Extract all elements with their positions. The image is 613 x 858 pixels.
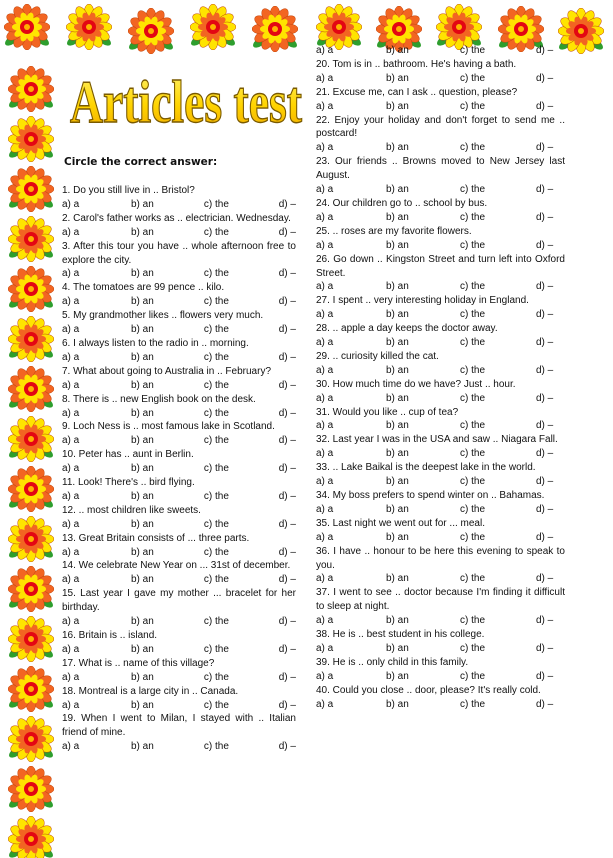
page-title: Articles test [70, 69, 303, 135]
answer-option-a[interactable]: a) a [316, 670, 334, 682]
flower-icon [252, 6, 298, 52]
question-item: 5. My grandmother likes .. flowers very much. [62, 310, 264, 322]
question-item: 29. .. curiosity killed the cat. [316, 350, 439, 362]
answer-option-c[interactable]: c) the [460, 309, 486, 321]
answer-option-a[interactable]: a) a [62, 490, 80, 502]
answer-options [316, 72, 565, 86]
answer-option-b[interactable]: b) an [386, 642, 409, 654]
answer-option-b[interactable]: b) an [386, 211, 409, 223]
answer-option-d[interactable]: d) – [536, 239, 554, 251]
answer-option-b[interactable]: b) an [130, 351, 154, 363]
answer-options [316, 503, 565, 517]
question-item: 11. Look! There's .. bird flying. [62, 477, 195, 489]
answer-option-a[interactable]: a) a [62, 616, 80, 628]
question-item: 25. .. roses are my favorite flowers. [316, 225, 472, 237]
answer-options [316, 44, 565, 58]
answer-options [316, 670, 565, 684]
answer-option-d[interactable]: d) – [278, 546, 296, 558]
answer-option-a[interactable]: a) a [62, 518, 80, 530]
answer-option-d[interactable]: d) – [278, 379, 296, 391]
answer-option-d[interactable]: d) – [536, 420, 554, 432]
answer-option-a[interactable]: a) a [316, 100, 334, 112]
answer-option-a[interactable]: a) a [316, 142, 334, 154]
answer-option-d[interactable]: d) – [278, 407, 296, 419]
question-item: 20. Tom is in .. bathroom. He's having a bath. [316, 58, 517, 70]
flower-icon [8, 416, 54, 462]
answer-option-c[interactable]: c) the [203, 296, 229, 308]
answer-option-a[interactable]: a) a [316, 698, 334, 710]
answer-options [62, 323, 296, 337]
answer-options [62, 740, 296, 754]
answer-option-b[interactable]: b) an [130, 226, 154, 238]
question-item: 34. My boss prefers to spend winter on .. Bahamas. [316, 490, 545, 501]
answer-option-c[interactable]: c) the [203, 324, 229, 336]
question-item: 39. He is .. only child in this family. [316, 656, 469, 668]
answer-option-d[interactable]: d) – [278, 699, 296, 711]
answer-option-c[interactable]: c) the [203, 407, 229, 419]
answer-option-c[interactable]: c) the [203, 699, 229, 711]
answer-option-c[interactable]: c) the [203, 226, 229, 238]
question-item: 33. .. Lake Baikal is the deepest lake in the world. [316, 462, 536, 474]
answer-option-b[interactable]: b) an [130, 379, 154, 391]
flower-icon [8, 666, 54, 712]
answer-options [316, 531, 565, 545]
flower-icon [66, 4, 112, 50]
answer-option-b[interactable]: b) an [130, 324, 154, 336]
question-item: 28. .. apple a day keeps the doctor away. [316, 323, 498, 335]
answer-option-c[interactable]: c) the [460, 698, 486, 710]
answer-option-a[interactable]: a) a [316, 211, 334, 223]
answer-option-c[interactable]: c) the [460, 573, 486, 585]
answer-options [62, 615, 296, 629]
answer-option-a[interactable]: a) a [62, 546, 80, 558]
flower-icon [8, 466, 54, 512]
answer-option-b[interactable]: b) an [386, 573, 409, 585]
answer-option-a[interactable]: a) a [316, 503, 334, 515]
answer-option-d[interactable]: d) – [278, 643, 296, 655]
flower-icon [8, 116, 54, 162]
answer-option-a[interactable]: a) a [62, 463, 80, 475]
answer-option-b[interactable]: b) an [130, 268, 154, 280]
answer-option-a[interactable]: a) a [62, 296, 80, 308]
answer-options [62, 434, 296, 448]
flower-icon [8, 766, 54, 812]
answer-option-c[interactable]: c) the [460, 615, 486, 627]
answer-option-b[interactable]: b) an [386, 420, 409, 432]
answer-option-b[interactable]: b) an [130, 463, 154, 475]
answer-option-d[interactable]: d) – [536, 448, 554, 460]
answer-option-d[interactable]: d) – [536, 281, 554, 293]
answer-option-a[interactable]: a) a [62, 268, 80, 280]
flower-icon [8, 716, 54, 762]
answer-option-b[interactable]: b) an [386, 392, 409, 404]
flower-icon [8, 566, 54, 612]
question-item: 18. Montreal is a large city in .. Canada. [62, 685, 239, 697]
answer-option-d[interactable]: d) – [536, 670, 554, 682]
title-wordart [66, 64, 306, 136]
answer-option-c[interactable]: c) the [203, 643, 229, 655]
answer-options [62, 671, 296, 685]
answer-option-b[interactable]: b) an [130, 574, 154, 586]
answer-option-b[interactable]: b) an [130, 198, 154, 210]
answer-options [62, 295, 296, 309]
question-item: 10. Peter has .. aunt in Berlin. [62, 449, 194, 461]
answer-option-d[interactable]: d) – [536, 698, 554, 710]
answer-option-d[interactable]: d) – [278, 518, 296, 530]
question-item: 16. Britain is .. island. [62, 630, 158, 641]
answer-option-a[interactable]: a) a [316, 309, 334, 321]
answer-option-a[interactable]: a) a [316, 72, 334, 84]
answer-option-a[interactable]: a) a [62, 741, 80, 753]
answer-option-b[interactable]: b) an [386, 337, 409, 349]
answer-option-b[interactable]: b) an [386, 698, 409, 710]
answer-options [316, 392, 565, 406]
flower-icon [8, 616, 54, 662]
answer-options [62, 490, 296, 504]
answer-option-b[interactable]: b) an [386, 503, 409, 515]
answer-options [62, 267, 296, 281]
flower-icon [8, 516, 54, 562]
flower-icon [8, 216, 54, 262]
answer-option-c[interactable]: c) the [460, 392, 486, 404]
answer-option-d[interactable]: d) – [278, 435, 296, 447]
question-item: 13. Great Britain consists of ... three parts. [62, 532, 250, 544]
answer-options [62, 198, 296, 212]
answer-option-b[interactable]: b) an [130, 490, 154, 502]
answer-option-a[interactable]: a) a [62, 379, 80, 391]
question-item: 2. Carol's father works as .. electrician. Wednesday. [62, 212, 291, 224]
answer-option-b[interactable]: b) an [130, 741, 154, 753]
instruction-text: Circle the correct answer: [64, 156, 218, 168]
answer-option-a[interactable]: a) a [316, 573, 334, 585]
answer-option-c[interactable]: c) the [460, 281, 486, 293]
answer-option-c[interactable]: c) the [203, 741, 229, 753]
answer-option-c[interactable]: c) the [203, 490, 229, 502]
answer-option-c[interactable]: c) the [203, 435, 229, 447]
question-item: 31. Would you like .. cup of tea? [316, 406, 459, 418]
answer-option-d[interactable]: d) – [536, 642, 554, 654]
answer-options [316, 336, 565, 350]
answer-option-b[interactable]: b) an [130, 407, 154, 419]
answer-option-b[interactable]: b) an [386, 309, 409, 321]
flower-icon [8, 166, 54, 212]
answer-option-b[interactable]: b) an [386, 239, 409, 251]
answer-option-a[interactable]: a) a [62, 226, 80, 238]
question-item: 14. We celebrate New Year on ... 31st of december. [62, 560, 291, 572]
answer-option-d[interactable]: d) – [536, 364, 554, 376]
question-item: 38. He is .. best student in his college. [316, 629, 485, 641]
answer-option-d[interactable]: d) – [278, 463, 296, 475]
answer-option-c[interactable]: c) the [203, 198, 229, 210]
answer-option-a[interactable]: a) a [62, 324, 80, 336]
answer-options [316, 698, 565, 712]
answer-option-d[interactable]: d) – [278, 268, 296, 280]
question-item: 3. After this tour you have .. whole afternoon free to explore the city. [62, 240, 296, 266]
question-item: 1. Do you still live in .. Bristol? [62, 185, 195, 196]
question-item: 40. Could you close .. door, please? It's really cold. [316, 684, 541, 696]
answer-options [316, 475, 565, 489]
answer-option-d[interactable]: d) – [536, 392, 554, 404]
answer-options [316, 183, 565, 197]
answer-option-b[interactable]: b) an [130, 616, 154, 628]
answer-option-c[interactable]: c) the [460, 72, 486, 84]
answer-options [62, 462, 296, 476]
answer-option-b[interactable]: b) an [386, 45, 409, 56]
answer-option-b[interactable]: b) an [130, 296, 154, 308]
answer-options [316, 419, 565, 433]
answer-option-d[interactable]: d) – [278, 324, 296, 336]
answer-option-a[interactable]: a) a [316, 239, 334, 251]
question-item: 36. I have .. honour to be here this evening to speak to you. [316, 545, 565, 571]
answer-option-d[interactable]: d) – [536, 184, 554, 196]
answer-option-d[interactable]: d) – [536, 309, 554, 321]
answer-options [62, 351, 296, 365]
question-item: 26. Go down .. Kingston Street and turn left into Oxford Street. [316, 253, 565, 279]
answer-options [316, 141, 565, 155]
answer-option-d[interactable]: d) – [536, 531, 554, 543]
answer-option-a[interactable]: a) a [62, 198, 80, 210]
answer-option-c[interactable]: c) the [460, 503, 486, 515]
answer-option-a[interactable]: a) a [316, 364, 334, 376]
answer-option-b[interactable]: b) an [386, 281, 409, 293]
answer-options [62, 379, 296, 393]
answer-option-d[interactable]: d) – [536, 72, 554, 84]
answer-options [62, 573, 296, 587]
answer-option-a[interactable]: a) a [316, 45, 334, 56]
answer-option-c[interactable]: c) the [203, 463, 229, 475]
question-item: 6. I always listen to the radio in .. morning. [62, 337, 249, 349]
answer-option-b[interactable]: b) an [386, 364, 409, 376]
answer-option-c[interactable]: c) the [460, 420, 486, 432]
answer-option-b[interactable]: b) an [130, 699, 154, 711]
answer-options [62, 643, 296, 657]
answer-option-a[interactable]: a) a [316, 337, 334, 349]
answer-option-d[interactable]: d) – [278, 296, 296, 308]
question-item: 37. I went to see .. doctor because I'm finding it difficult to sleep at night. [316, 587, 565, 613]
answer-option-b[interactable]: b) an [386, 476, 409, 488]
answer-options [316, 614, 565, 628]
question-item: 19. When I went to Milan, I stayed with .. Italian friend of mine. [62, 713, 296, 739]
flower-icon [128, 8, 174, 54]
question-item: 12. .. most children like sweets. [62, 504, 201, 516]
answer-option-d[interactable]: d) – [278, 490, 296, 502]
flower-icon [8, 266, 54, 312]
answer-option-a[interactable]: a) a [62, 643, 80, 655]
answer-option-b[interactable]: b) an [386, 184, 409, 196]
flower-icon [8, 366, 54, 412]
answer-option-a[interactable]: a) a [62, 699, 80, 711]
question-item: 30. How much time do we have? Just .. hour. [316, 378, 516, 390]
question-item: 32. Last year I was in the USA and saw .. Niagara Fall. [316, 434, 558, 446]
answer-option-a[interactable]: a) a [62, 435, 80, 447]
answer-option-d[interactable]: d) – [278, 574, 296, 586]
answer-option-c[interactable]: c) the [203, 671, 229, 683]
answer-option-c[interactable]: c) the [203, 518, 229, 530]
answer-option-c[interactable]: c) the [460, 45, 486, 56]
answer-option-c[interactable]: c) the [460, 642, 486, 654]
answer-option-c[interactable]: c) the [460, 531, 486, 543]
answer-option-c[interactable]: c) the [460, 364, 486, 376]
answer-option-c[interactable]: c) the [460, 239, 486, 251]
flower-icon [4, 4, 50, 50]
answer-option-b[interactable]: b) an [130, 643, 154, 655]
answer-option-a[interactable]: a) a [62, 671, 80, 683]
answer-option-a[interactable]: a) a [316, 531, 334, 543]
answer-option-b[interactable]: b) an [130, 671, 154, 683]
answer-option-b[interactable]: b) an [386, 670, 409, 682]
answer-option-a[interactable]: a) a [62, 407, 80, 419]
answer-option-a[interactable]: a) a [316, 448, 334, 460]
answer-option-b[interactable]: b) an [130, 546, 154, 558]
answer-option-d[interactable]: d) – [278, 741, 296, 753]
answer-option-a[interactable]: a) a [316, 615, 334, 627]
answer-option-c[interactable]: c) the [460, 100, 486, 112]
answer-option-d[interactable]: d) – [536, 100, 554, 112]
answer-option-b[interactable]: b) an [386, 142, 409, 154]
answer-option-b[interactable]: b) an [130, 518, 154, 530]
flower-icon [8, 66, 54, 112]
answer-options [62, 407, 296, 421]
answer-option-b[interactable]: b) an [386, 531, 409, 543]
answer-options [62, 518, 296, 532]
answer-options [62, 546, 296, 560]
answer-option-d[interactable]: d) – [536, 476, 554, 488]
answer-option-a[interactable]: a) a [316, 392, 334, 404]
answer-options [316, 642, 565, 656]
answer-options [316, 308, 565, 322]
answer-option-c[interactable]: c) the [460, 448, 486, 460]
answer-option-c[interactable]: c) the [460, 670, 486, 682]
answer-option-d[interactable]: d) – [536, 45, 554, 56]
question-item: 35. Last night we went out for ... meal. [316, 517, 485, 529]
question-item: 7. What about going to Australia in .. February? [62, 365, 272, 377]
flower-icon [8, 816, 54, 858]
answer-options [316, 447, 565, 461]
flower-icon [8, 316, 54, 362]
answer-options [316, 364, 565, 378]
answer-option-a[interactable]: a) a [316, 281, 334, 293]
answer-option-c[interactable]: c) the [460, 142, 486, 154]
answer-option-c[interactable]: c) the [203, 574, 229, 586]
answer-option-c[interactable]: c) the [203, 616, 229, 628]
answer-option-a[interactable]: a) a [316, 642, 334, 654]
answer-option-b[interactable]: b) an [130, 435, 154, 447]
answer-option-b[interactable]: b) an [386, 72, 409, 84]
flower-icon [190, 4, 236, 50]
answer-option-c[interactable]: c) the [460, 184, 486, 196]
answer-option-d[interactable]: d) – [536, 573, 554, 585]
answer-option-d[interactable]: d) – [278, 616, 296, 628]
question-item: 22. Enjoy your holiday and don't forget to send me .. postcard! [316, 114, 565, 140]
question-item: 17. What is .. name of this village? [62, 657, 215, 669]
answer-option-d[interactable]: d) – [278, 671, 296, 683]
answer-options [316, 211, 565, 225]
answer-option-d[interactable]: d) – [278, 198, 296, 210]
answer-option-c[interactable]: c) the [203, 379, 229, 391]
question-item: 21. Excuse me, can I ask .. question, please? [316, 86, 518, 98]
answer-option-c[interactable]: c) the [460, 476, 486, 488]
answer-option-a[interactable]: a) a [62, 574, 80, 586]
answer-option-c[interactable]: c) the [203, 268, 229, 280]
question-item: 24. Our children go to .. school by bus. [316, 197, 488, 209]
answer-options [316, 280, 565, 294]
answer-options [316, 239, 565, 253]
answer-option-a[interactable]: a) a [62, 351, 80, 363]
question-item: 8. There is .. new English book on the desk. [62, 393, 256, 405]
answer-option-b[interactable]: b) an [386, 615, 409, 627]
answer-option-d[interactable]: d) – [536, 211, 554, 223]
question-item: 23. Our friends .. Browns moved to New Jersey last August. [316, 156, 565, 182]
questions-column-left [62, 184, 296, 754]
answer-option-b[interactable]: b) an [386, 448, 409, 460]
answer-option-a[interactable]: a) a [316, 476, 334, 488]
answer-option-a[interactable]: a) a [316, 420, 334, 432]
answer-option-d[interactable]: d) – [278, 226, 296, 238]
question-item: 15. Last year I gave my mother ... bracelet for her birthday. [62, 588, 296, 614]
answer-option-d[interactable]: d) – [536, 337, 554, 349]
answer-option-d[interactable]: d) – [536, 142, 554, 154]
answer-option-c[interactable]: c) the [460, 211, 486, 223]
answer-options [316, 100, 565, 114]
answer-option-d[interactable]: d) – [278, 351, 296, 363]
answer-options [316, 572, 565, 586]
answer-option-c[interactable]: c) the [203, 351, 229, 363]
question-item: 4. The tomatoes are 99 pence .. kilo. [62, 282, 225, 294]
question-item: 27. I spent .. very interesting holiday in England. [316, 295, 529, 307]
answer-option-d[interactable]: d) – [536, 615, 554, 627]
answer-option-d[interactable]: d) – [536, 503, 554, 515]
answer-option-c[interactable]: c) the [460, 337, 486, 349]
answer-option-b[interactable]: b) an [386, 100, 409, 112]
questions-column-right [316, 44, 565, 712]
answer-options [62, 226, 296, 240]
answer-option-a[interactable]: a) a [316, 184, 334, 196]
question-item: 9. Loch Ness is .. most famous lake in Scotland. [62, 421, 275, 433]
answer-options [62, 699, 296, 713]
answer-option-c[interactable]: c) the [203, 546, 229, 558]
